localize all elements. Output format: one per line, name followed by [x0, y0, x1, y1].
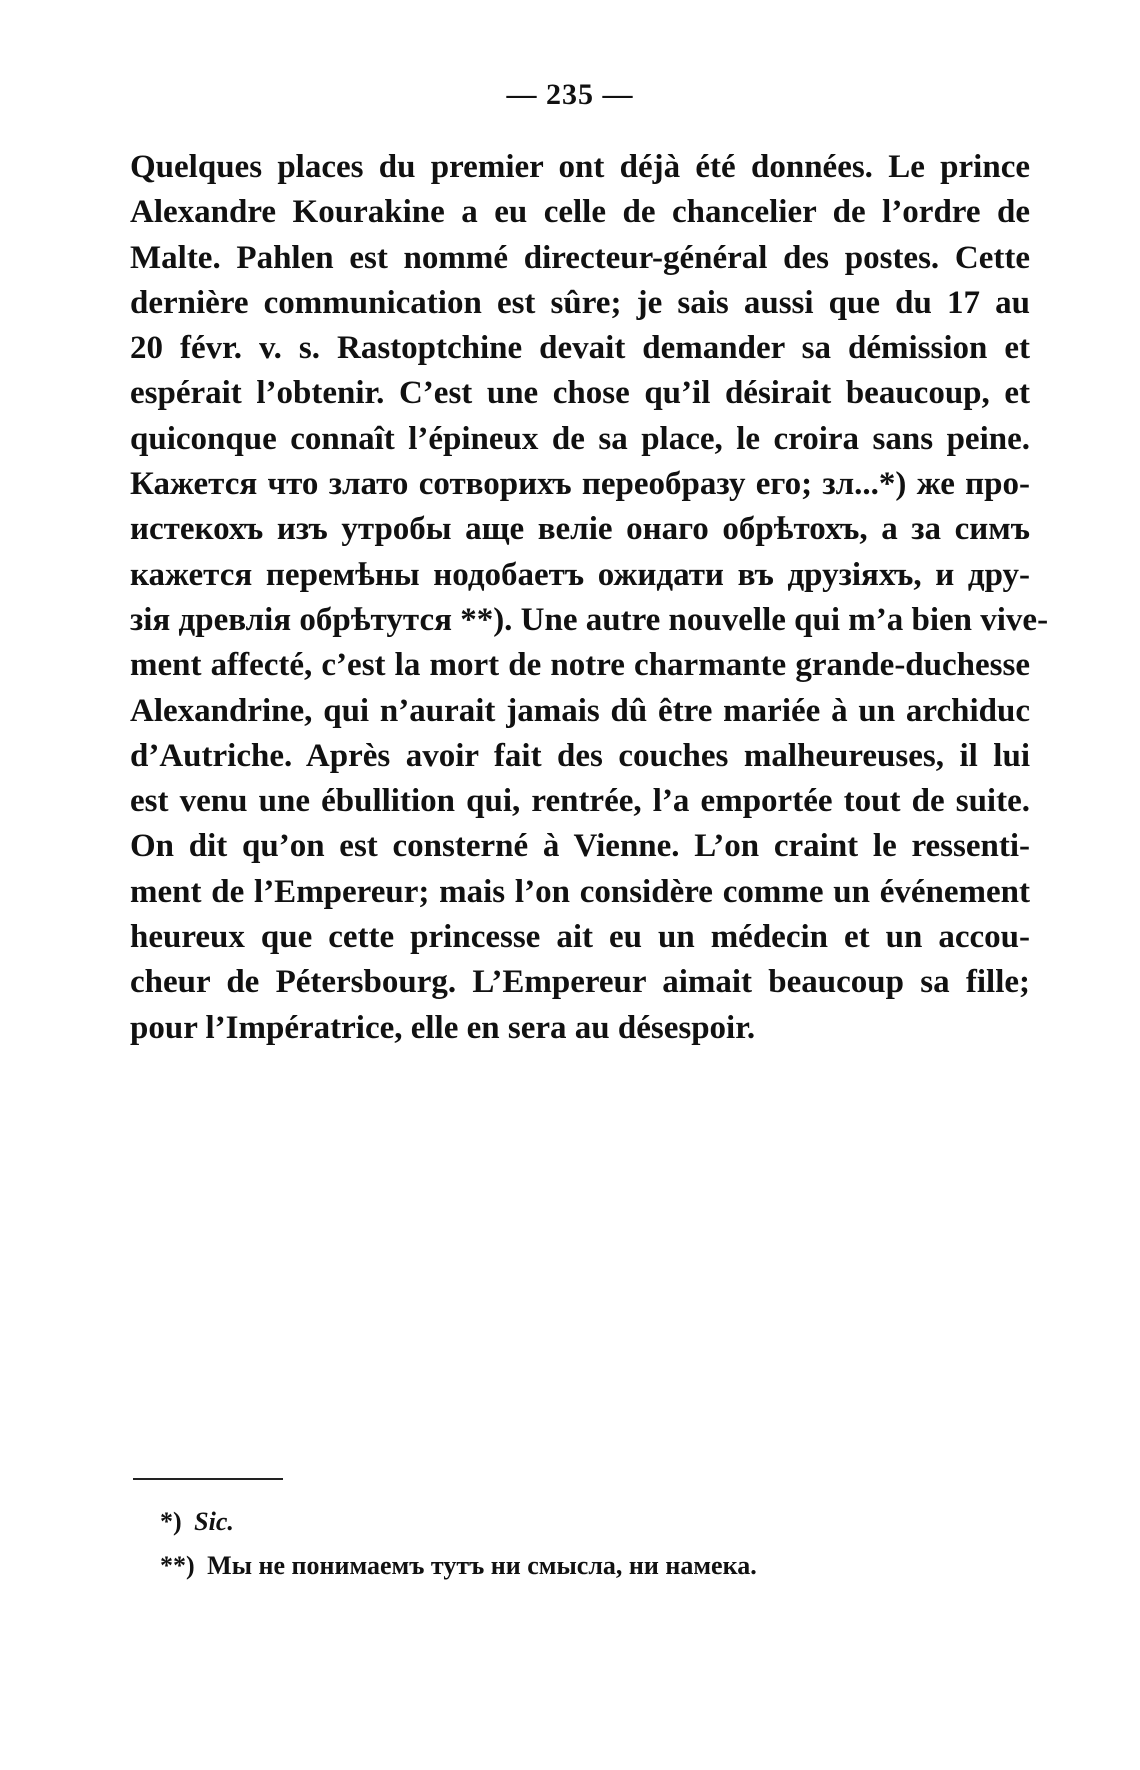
page-number: — 235 —: [506, 78, 634, 111]
text-line: Кажется что злато сотворихъ переобразу его; зл...*) же про-: [130, 466, 1030, 503]
text-line: зiя древлiя обрѣтутся **). Une autre nouvelle qui m’a bien vive-: [130, 601, 1049, 638]
text-line: On dit qu’on est consterné à Vienne. L’on craint le ressenti-: [130, 828, 1030, 865]
text-line: Alexandrine, qui n’aurait jamais dû être mariée à un archiduc: [130, 692, 1030, 729]
footnote-marker: **): [160, 1551, 195, 1580]
text-line: ment affecté, c’est la mort de notre charmante grande-duchesse: [130, 647, 1030, 684]
text-line: ment de l’Empereur; mais l’on considère comme un événement: [130, 873, 1030, 910]
text-line: кажется перемѣны нодобаетъ ожидати въ друзiяхъ, и дру-: [130, 556, 1030, 593]
text-line: espérait l’obtenir. C’est une chose qu’il désirait beaucoup, et: [130, 375, 1030, 412]
footnote-divider: [133, 1478, 283, 1480]
text-line: Alexandre Kourakine a eu celle de chancelier de l’ordre de: [130, 194, 1030, 231]
footnote-text: Sic.: [194, 1507, 234, 1536]
text-line: 20 févr. v. s. Rastoptchine devait demander sa démission et: [130, 330, 1030, 367]
text-line-last: pour l’Impératrice, elle en sera au désespoir.: [130, 1009, 756, 1046]
footnote-1: [160, 1500, 940, 1544]
text-line: d’Autriche. Après avoir fait des couches malheureuses, il lui: [130, 737, 1030, 774]
text-line: est venu une ébullition qui, rentrée, l’a emportée tout de suite.: [130, 783, 1030, 820]
text-line: Quelques places du premier ont déjà été données. Le prince: [130, 149, 1030, 185]
body-text: [130, 145, 1049, 1051]
footnote-text: Мы не понимаемъ тутъ ни смысла, ни намека.: [207, 1551, 757, 1580]
text-line: quiconque connaît l’épineux de sa place, le croira sans peine.: [130, 420, 1030, 457]
text-line: cheur de Pétersbourg. L’Empereur aimait beaucoup sa fille;: [130, 964, 1030, 1001]
text-line: heureux que cette princesse ait eu un médecin et un accou-: [130, 919, 1030, 956]
text-line: dernière communication est sûre; je sais aussi que du 17 au: [130, 284, 1030, 321]
footnotes: [160, 1500, 940, 1588]
text-line: Malte. Pahlen est nommé directeur-général des postes. Cette: [130, 239, 1030, 276]
text-line: истекохъ изъ утробы аще велiе онаго обрѣтохъ, а за симъ: [130, 511, 1030, 548]
footnote-marker: *): [160, 1507, 182, 1536]
footnote-2: [160, 1544, 940, 1588]
